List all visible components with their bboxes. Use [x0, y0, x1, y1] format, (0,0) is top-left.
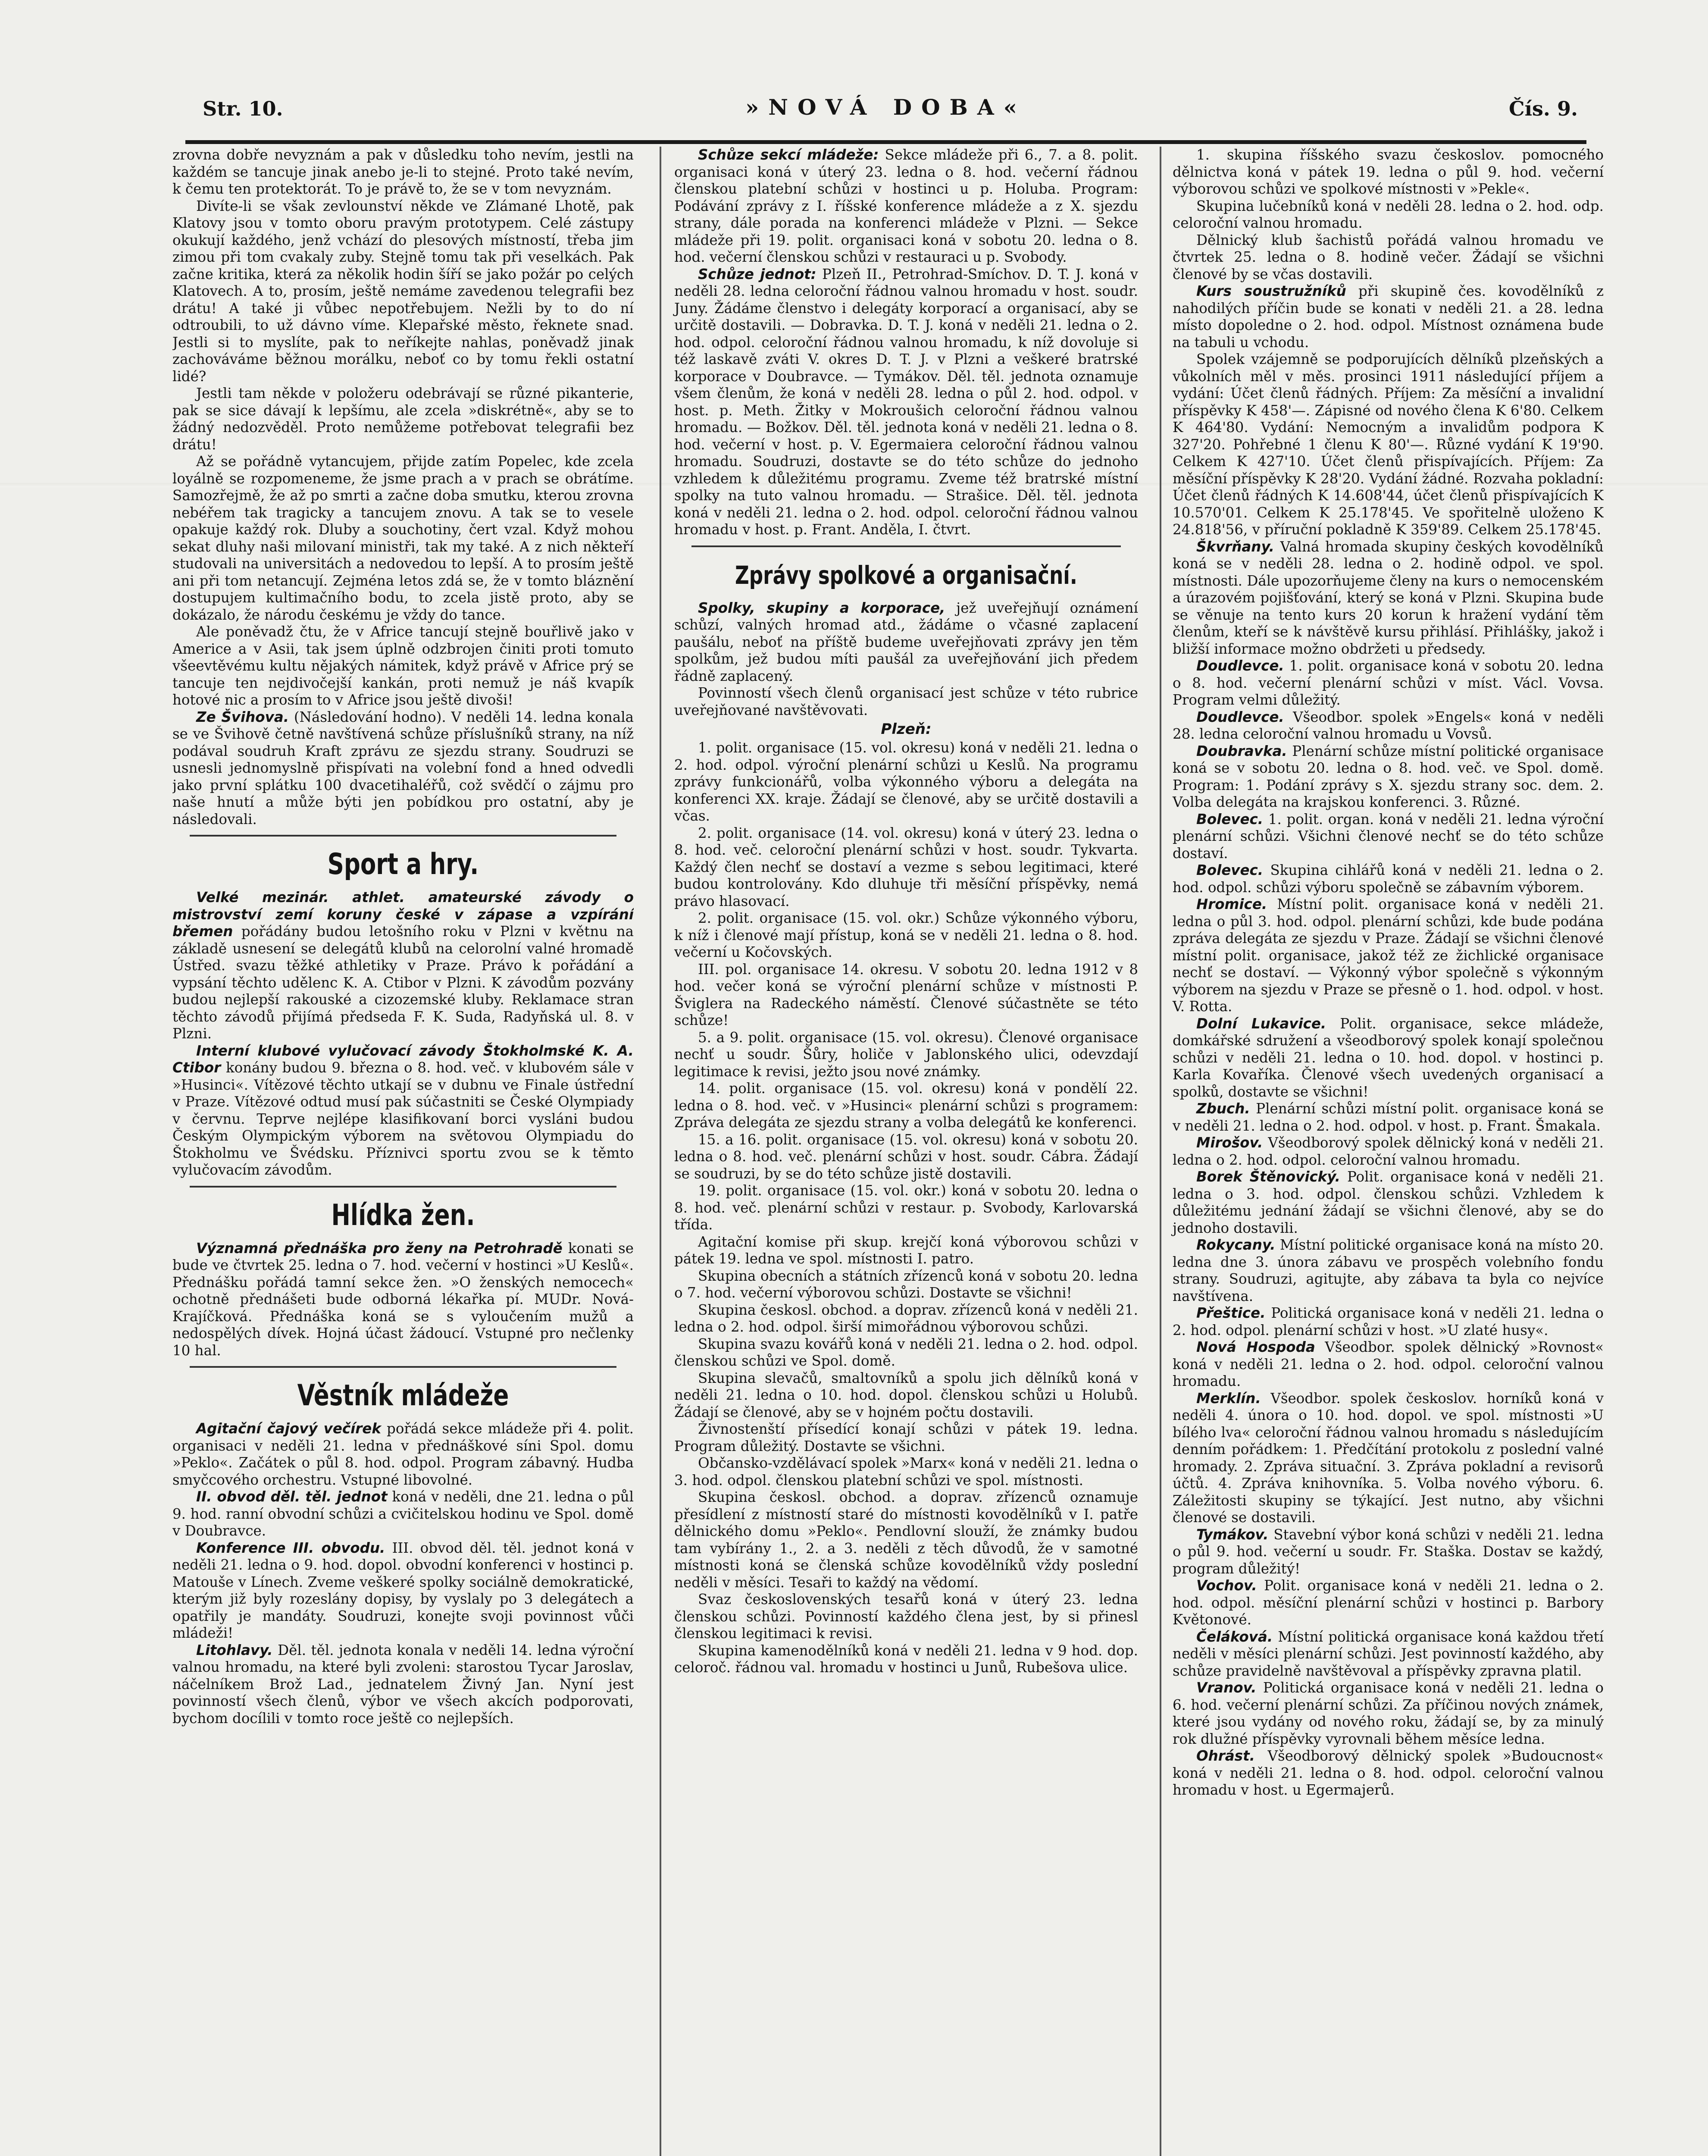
section-divider [691, 545, 1121, 547]
list-item: III. pol. organisace 14. okresu. V sobotu 20. ledna 1912 v 8 hod. večer koná se výroční plenární schůze v místnosti P. Šviglera na Radeckého náměstí. Členové súčastněte se této schůze! [674, 961, 1138, 1028]
section-heading-sport: Sport a hry. [327, 847, 479, 881]
notice-local [1173, 1100, 1604, 1134]
notice-text: pořádá sekce mládeže při 4. polit. organisaci v neděli 21. ledna v přednáškové síni Spol. domu »Peklo«. Začátek o půl 8. hod. odpol. Program zábavný. Hudba smyčcového orchestru. Vstupné libovolné. [172, 1420, 634, 1488]
notice-text: Politická organisace koná v neděli 21. ledna o 2. hod. odpol. plenární schůzi v host. »U zlaté husy«. [1173, 1305, 1604, 1338]
notice-lead: Doudlevce. [1196, 658, 1284, 674]
notice-lead: Vochov. [1196, 1577, 1257, 1594]
notice-text: Plenární schůze místní politické organisace koná se v sobotu 20. ledna o 8. hod. več. ve Spol. domě. Program: 1. Podání zprávy s X. sjezdu strany soc. dem. 2. Volba delegáta na krajskou konferenci. 3. Různé. [1173, 743, 1604, 810]
article-paragraph: Jestli tam někde v položeru odebrávají se různé pikanterie, pak se sice dávají k lepšímu, ale zcela »diskrétně«, aby se to žádný nedozvěděl. Proto nemůžeme potřebovat telegrafii bez drátu! [172, 385, 634, 453]
notice-text: Všeodborový spolek dělnický koná v neděli 21. ledna o 2. hod. odpol. celoroční valnou hromadu. [1173, 1134, 1604, 1168]
notice-lead: II. obvod děl. těl. jednot [196, 1489, 388, 1505]
section-heading-spolkove: Zprávy spolkové a organisační. [735, 560, 1077, 590]
notice-schuze-sekci [674, 147, 1138, 266]
notice-text: Plzeň II., Petrohrad-Smíchov. D. T. J. koná v neděli 28. ledna celoroční řádnou valnou hromadu v host. soudr. Juny. Žádáme členstvo i delegáty korporací a organisací, aby se určitě dostavili. — Dobravka. D. T. J. koná v neděli 21. ledna o 2. hod. odpol. celoroční řádnou valnou hromadu, k níž dovoluje si též laskavě zváti V. okres D. T. J. v Plzni a veškeré bratrské korporace v Doubravce. — Tymákov. Děl. těl. jednota oznamuje všem členům, že koná v neděli 28. ledna o půl 2. hod. odpol. v host. p. Meth. Žitky v Mokroušich celoroční řádnou valnou hromadu. — Božkov. Děl. těl. jednota koná v neděli 21. ledna o 8. hod. večerní v host. p. V. Egermaiera celoroční řádnou valnou hromadu. Soudruzi, dostavte se do této schůze do jednoho vzhledem k důležitému programu. Zveme též bratrské místní spolky na tuto valnou hromadu. — Strašice. Děl. těl. jednota koná v neděli 21. ledna o 2. hod. odpol. celoroční řádnou valnou hromadu v host. p. Frant. Anděla, I. čtvrt. [674, 266, 1138, 538]
section-divider [190, 1186, 616, 1188]
list-item: Skupina českosl. obchod. a doprav. zřízenců koná v neděli 21. ledna o 2. hod. odpol. širší mimořádnou výborovou schůzi. [674, 1301, 1138, 1335]
notice-text: Polit. organisace koná v neděli 21. ledna o 3. hod. odpol. členskou schůzi. Vzhledem k důležitému jednání žádají se všichni členové, aby se do jednoho dostavili. [1173, 1169, 1604, 1236]
notice-text: Místní politické organisace koná na místo 20. ledna dne 3. února zábavu ve prospěch volebního fondu strany. Soudruzi, agitujte, aby zábava ta byla co nejvíce navštívena. [1173, 1237, 1604, 1304]
notice-text: Plenární schůzi místní polit. organisace koná se v neděli 21. ledna o 2. hod. odpol. v host. p. Frant. Šmakala. [1173, 1100, 1604, 1134]
column-2 [660, 147, 1138, 2156]
notice-zen [172, 1240, 634, 1360]
notice-text: pořádány budou letošního roku v Plzni v květnu na základě usnesení se delegátů klubů na celorolní valné hromadě Ústřed. svazu těžké athletiky v Praze. Právo k pořádání a vypsání těchto udělenc K. A. Ctibor v Plzni. K závodům pozvány budou nejlepší rakouské a cizozemské kluby. Reklamace stran těchto závodů přijímá předseda F. K. Suda, Radyňská ul. 8. v Plzni. [172, 923, 634, 1042]
notice-local [1173, 743, 1604, 811]
notice-lead: Litohlavy. [196, 1642, 273, 1658]
notice-lead: Borek Štěnovický. [1196, 1169, 1340, 1185]
list-item: Skupina kamenodělníků koná v neděli 21. ledna v 9 hod. dop. celoroč. řádnou val. hromadu v hostinci u Junů, Rubešova ulice. [674, 1642, 1138, 1676]
notice-lead: Doubravka. [1196, 743, 1287, 759]
notice-local [1173, 1680, 1604, 1748]
notice-text: Skupina cihlářů koná v neděli 21. ledna o 2. hod. odpol. schůzi výboru společně se zábavním výborem. [1173, 862, 1604, 896]
notice-sport-2 [172, 1043, 634, 1179]
notice-lead: Přeštice. [1196, 1305, 1266, 1321]
list-item: Svaz československých tesařů koná v úterý 23. ledna členskou schůzi. Povinností každého člena jest, by si přinesl členskou legitimaci k revisi. [674, 1591, 1138, 1642]
notice-lead: Velké mezinár. athlet. amateurské závody o mistrovství zemí koruny české v zápase a vzpírání břemen [172, 889, 634, 940]
notice-lead: Významná přednáška pro ženy na Petrohradě [196, 1240, 563, 1257]
list-item: 19. polit. organisace (15. vol. okr.) koná v sobotu 20. ledna o 8. hod. več. plenární schůzi v restaur. p. Svobody, Karlovarská třída. [674, 1182, 1138, 1233]
section-divider [190, 1366, 616, 1368]
notice-mladez-1 [172, 1420, 634, 1489]
list-item: 14. polit. organisace (15. vol. okresu) koná v pondělí 22. ledna o 8. hod. več. v »Husinci« plenární schůzi s programem: Zpráva delegáta ze sjezdu strany a volba delegátů ke konferenci. [674, 1080, 1138, 1131]
article-paragraph: Divíte-li se však zevlounství někde ve Zlámané Lhotě, pak Klatovy jsou v tomto oboru pravým prototypem. Celé zástupy okukují každého, jenž vchází do plesových místností, třeba jim zimou při tom cvakaly zuby. Stejně tomu tak při veselkách. Pak začne kritika, která za několik hodin šíří se jako požár po celých Klatovech. A to, prosím, ještě nemáme zavedenou telegrafii bez drátu! A také ji vůbec nepotřebujem. Nežli by to do ní odtroubili, to už dávno víme. Klepařské město, řeknete snad. Jestli si to myslíte, pak to neříkejte nahlas, poněvadž jinak zachováváme běžnou morálku, neboť co by tomu řekli ostatní lidé? [172, 197, 634, 385]
notice-text: koná v neděli, dne 21. ledna o půl 9. hod. ranní obvodní schůzi a cvičitelskou hodinu ve Spol. domě v Doubravce. [172, 1489, 634, 1539]
notice-local [1173, 658, 1604, 709]
notice-lead: Spolky, skupiny a korporace, [698, 599, 945, 616]
notice-lead: Interní klubové vylučovací závody Štokholmské K. A. Ctibor [172, 1042, 634, 1076]
article-paragraph: Ale poněvadž čtu, že v Africe tancují stejně bouřlivě jako v Americe a v Asii, tak jsem úplně odzbrojen činiti proti tomuto všeevtěvému kultu nějakých námitek, když právě v Africe prý se tancuje ten nejdivočejší kankán, proti nemuž je náš kvapík hotové nic a prosím to v Africe jsou ještě divoši! [172, 624, 634, 708]
article-paragraph: zrovna dobře nevyznám a pak v důsledku toho nevím, jestli na každém se tancuje jinak anebo je-li to stejné. Proto také nevím, k čemu ten protektorát. To je právě to, že se v tom nevyznám. [172, 147, 634, 197]
notice-local [1173, 1134, 1604, 1169]
notice-schuze-jednot [674, 266, 1138, 539]
article-paragraph: Až se pořádně vytancujem, přijde zatím Popelec, kde zcela loyálně se rozpomeneme, že jsme prach a v prach se obrátíme. Samozřejmě, že až po smrti a začne doba smutku, kterou zrovna nebéřem tak tragicky a tancujem znovu. A tak se to vesele opakuje každý rok. Dluby a souchotiny, čert vzal. Když mohou sekat dluhy naši milovaní ministři, tak my také. A z nich někteří studovali na universitách a nedovedou to lepší. A to prosím ještě ani při tom netancují. Zejména letos zdá se, že v tomto bláznění dostupujem kultimačního bodu, to zcela jistě proto, aby se dokázalo, že národu českému je vždy do tance. [172, 453, 634, 623]
notice-text: Všeodborový dělnický spolek »Budoucnost« koná v neděli 21. ledna o 8. hod. odpol. celoroční valnou hromadu v host. u Egermajerů. [1173, 1748, 1604, 1798]
notice-lead: Merklín. [1196, 1390, 1261, 1407]
notice-lead: Agitační čajový večírek [196, 1420, 381, 1437]
list-item: Skupina slevačů, smaltovníků a spolu jich dělníků koná v neděli 21. ledna o 10. hod. dopol. členskou schůzi u Holubů. Žádají se členové, aby se v hojném počtu dostavili. [674, 1369, 1138, 1420]
notice-local [1173, 709, 1604, 743]
page-number: Str. 10. [203, 97, 283, 120]
notice-local [1173, 1577, 1604, 1629]
notice-local [1173, 1748, 1604, 1799]
section-heading-zen: Hlídka žen. [331, 1198, 475, 1232]
notice-local [1173, 1169, 1604, 1237]
notice-text: III. obvod děl. těl. jednot koná v neděli 21. ledna o 9. hod. dopol. obvodní konferenci v hostinci p. Matouše v Línech. Zveme veškeré spolky sociálně demokratické, kterým již byly rozeslány dopisy, by vyslaly po 3 delegátech a opatřily je mandáty. Soudruzi, konejte svoji povinnost vůči mládeži! [172, 1539, 634, 1641]
notice-lead: Vranov. [1196, 1680, 1257, 1696]
notice-text: Děl. těl. jednota konala v neděli 14. ledna výroční valnou hromadu, na které byli zvoleni: starostou Tycar Jaroslav, náčelníkem Brož Lad., jednatelem Živný Jan. Nyní jest povinností všech členů, výbor ve všech akcích podporovati, bychom docílili v tomto roce ještě co nejlepších. [172, 1642, 634, 1727]
notice-lead: Bolevec. [1196, 862, 1264, 878]
notice-lead: Nová Hospoda [1196, 1339, 1315, 1355]
notice-text: konány budou 9. března o 8. hod. več. v klubovém sále v »Husinci«. Vítězové těchto utkají se v dubnu ve Finale ústřední v Praze. Vítězové odtud musí pak súčastniti se České Olympiady v červnu. Teprve nejlépe klasifikovaní borci vysláni budou Českým Olympickým výborem na světovou Olympiadu do Štokholmu ve Švédsku. Příznivci sportu zvou se k těmto vylučovacím závodům. [172, 1059, 634, 1178]
notice-text: Sekce mládeže při 6., 7. a 8. polit. organisaci koná v úterý 23. ledna o 8. hod. večerní řádnou členskou platební schůzi v hostinci u p. Holuba. Program: Podávání zprávy z I. říšské konference mládeže a z X. sjezdu strany, dále porada na konferenci mládeže v Plzni. — Sekce mládeže při 19. polit. organisaci koná v sobotu 20. ledna o 8. hod. večerní členskou schůzi v restauraci u p. Svobody. [674, 147, 1138, 265]
notice-local [1173, 896, 1604, 1015]
notice-text: Všeodbor. spolek »Engels« koná v neděli 28. ledna celoroční valnou hromadu u Vovsů. [1173, 708, 1604, 742]
notice-mladez-3 [172, 1540, 634, 1642]
notice-lead: Schůze jednot: [698, 266, 816, 282]
notice-povinnost: Povinností všech členů organisací jest schůze v této rubrice uveřejňované navštěvovati. [674, 685, 1138, 718]
list-item: 2. polit. organisace (15. vol. okr.) Schůze výkonného výboru, k níž i členové mají přístup, koná se v neděli 21. ledna o 8. hod. večerní u Kočovských. [674, 910, 1138, 960]
list-item: Skupina lučebníků koná v neděli 28. ledna o 2. hod. odp. celoroční valnou hromadu. [1173, 197, 1604, 231]
notice-lead: Konference III. obvodu. [196, 1539, 385, 1556]
notice-local [1173, 1237, 1604, 1305]
notice-mladez-2 [172, 1489, 634, 1540]
notice-pausal [674, 600, 1138, 685]
notice-sport-1 [172, 889, 634, 1043]
list-item: 2. polit. organisace (14. vol. okresu) koná v úterý 23. ledna o 8. hod. več. celoroční plenární schůzi v host. soudr. Tykvarta. Každý člen nechť se dostaví a vezme s sebou legitimaci, které budou kontrolovány. Kdo dluhuje tři měsíční příspěvky, nemá právo hlasovací. [674, 824, 1138, 909]
notice-text: Místní polit. organisace koná v neděli 21. ledna o půl 3. hod. odpol. plenární schůzi, kde bude podána zpráva delegáta ze sjezdu v Praze. Žádají se všichni členové místní polit. organisace, jakož též ze žichlické organisace nechť se dostaví. — Výkonný výbor společně s výkonným výborem na sjezdu v Praze se přesně o 1. hod. odpol. v host. V. Rotta. [1173, 896, 1604, 1015]
notice-lead: Bolevec. [1196, 811, 1264, 827]
list-item: Skupina obecních a státních zřízenců koná v sobotu 20. ledna o 7. hod. večerní výborovou schůzi. Dostavte se všichni! [674, 1267, 1138, 1301]
notice-lead: Ohrást. [1196, 1748, 1255, 1764]
notice-local [1173, 539, 1604, 658]
notice-lead: Ze Švihova. [196, 708, 289, 725]
notice-text: jež uveřejňují oznámení schůzí, valných hromad atd., žádáme o včasné zaplacení paušálu, neboť na příště budeme uveřejňovati zprávy jen těm spolkům, jež budou míti paušál za uveřejňování jich předem řádně zaplacený. [674, 599, 1138, 684]
notice-text: 1. polit. organisace koná v sobotu 20. ledna o 8. hod. večerní plenární schůzi v míst. Václ. Vovsa. Program velmi důležitý. [1173, 658, 1604, 708]
notice-lead: Škvrňany. [1196, 538, 1274, 555]
list-item: Živnostenští přísedící konají schůzi v pátek 19. ledna. Program důležitý. Dostavte se všichni. [674, 1421, 1138, 1454]
issue-number: Čís. 9. [1508, 97, 1578, 120]
newspaper-title: »NOVÁ DOBA« [745, 94, 1026, 120]
notice-lead: Schůze sekcí mládeže: [698, 147, 879, 163]
notice-lead: Čeláková. [1196, 1628, 1273, 1645]
notice-text: Všeodbor. spolek dělnický »Rovnost« koná v neděli 21. ledna o 2. hod. odpol. celoroční valnou hromadu. [1173, 1339, 1604, 1389]
notice-kurs [1173, 283, 1604, 351]
notice-lead: Hromice. [1196, 896, 1267, 912]
list-item: 5. a 9. polit. organisace (15. vol. okresu). Členové organisace nechť u soudr. Šůry, holiče v Jablonského ulici, odevzdají legitimace k revisi, ježto jsou nové známky. [674, 1029, 1138, 1080]
list-item: 1. polit. organisace (15. vol. okresu) koná v neděli 21. ledna o 2. hod. odpol. výroční plenární schůzi u Keslů. Na programu zprávy funkcionářů, volba výkonného výboru a delegáta na konferenci XX. kraje. Žádají se členové, aby se určitě dostavili a včas. [674, 740, 1138, 824]
notice-local [1173, 1526, 1604, 1578]
notice-text: při skupině čes. kovodělníků z nahodilých příčin bude se konati v neděli 21. a 28. ledna místo dopoledne o 2. hod. odpol. Místnost oznámena bude na tabuli u vchodu. [1173, 283, 1604, 351]
notice-svihov [172, 709, 634, 828]
notice-text: Polit. organisace, sekce mládeže, domkářské sdružení a všeodborový spolek konají společnou schůzi v neděli 21. ledna o 10. hod. dopol. v hostinci p. Karla Kovaříka. Členové všech uvedených organisací a spolků, dostavte se všichni! [1173, 1015, 1604, 1100]
list-item: Dělnický klub šachistů pořádá valnou hromadu ve čtvrtek 25. ledna o 8. hodině večer. Žádají se všichni členové by se včas dostavili. [1173, 232, 1604, 282]
notice-local [1173, 1015, 1604, 1101]
notice-text: 1. polit. organ. koná v neděli 21. ledna výroční plenární schůzi. Všichni členové nechť se do této schůze dostaví. [1173, 811, 1604, 862]
notice-local [1173, 1305, 1604, 1339]
list-item: 15. a 16. polit. organisace (15. vol. okresu) koná v sobotu 20. ledna o 8. hod. več. plenární schůzi v host. soudr. Cábra. Žádají se soudruzi, by se do této schůze jistě dostavili. [674, 1131, 1138, 1182]
list-item: Spolek vzájemně se podporujících dělníků plzeňských a vůkolních měl v měs. prosinci 1911 následující příjem a vydání: Účet členů řádných. Příjem: Za měsíční a invalidní příspěvky K 458'—. Zápisné od nového člena K 6'80. Celkem K 464'80. Vydání: Nemocným a invalidům podpora K 327'20. Pohřebné 1 členu K 80'—. Různé vydání K 19'90. Celkem K 427'10. Účet členů přispívajících. Příjem: Za měsíční příspěvky K 28'20. Vydání žádné. Rozvaha pokladní: Účet členů řádných K 14.608'44, účet členů přispívajících K 10.570'01. Celkem K 25.178'45. Ve spořitelně uloženo K 24.818'56, v příruční pokladně K 359'89. Celkem 25.178'45. [1173, 351, 1604, 538]
notice-text: Všeodbor. spolek českoslov. horníků koná v neděli 4. února o 10. hod. dopol. ve spol. místnosti »U bílého lva« celoroční řádnou valnou hromadu s následujícím denním pořádkem: 1. Předčítání protokolu z poslední valné hromady. 2. Zpráva situační. 3. Zpráva pokladní a revisorů účtů. 4. Zpráva knihovníka. 5. Volba nového výboru. 6. Záležitosti skupiny se týkající. Jest nutno, aby všichni členové se dostavili. [1173, 1390, 1604, 1526]
page-header [185, 88, 1586, 144]
notice-text: Politická organisace koná v neděli 21. ledna o 6. hod. večerní plenární schůzi. Za příčinou nových známek, které jsou vydány od nového roku, žádají se, by za minulý rok dlužné příspěvky vyrovnali během měsíce ledna. [1173, 1680, 1604, 1747]
notice-lead: Zbuch. [1196, 1100, 1250, 1117]
notice-lead: Doudlevce. [1196, 708, 1284, 725]
notice-lead: Kurs soustružníků [1196, 283, 1346, 299]
notice-lead: Mirošov. [1196, 1134, 1263, 1151]
notice-text: Místní politická organisace koná každou třetí neděli v měsíci plenární schůzi. Jest povinností každého, aby schůze pravidelně navštěvoval a příspěvky zpravna platil. [1173, 1628, 1604, 1679]
notice-text: (Následování hodno). V neděli 14. ledna konala se ve Švihově četně navštívená schůze příslušníků strany, na níž podával soudruh Kraft zprávu ze sjezdu strany. Soudruzi se usnesli jednomyslně přispívati na volební fond a hned odvedli jako první splátku 100 dvacetihaléřů, což svědčí o zájmu pro naše hnutí a může býti jen pobídkou pro ostatní, aby je následovali. [172, 708, 634, 827]
notice-lead: Dolní Lukavice. [1196, 1015, 1326, 1032]
column-3 [1160, 147, 1604, 2156]
notice-text: Valná hromada skupiny českých kovodělníků koná se v neděli 28. ledna o 2. hodině odpol. ve spol. místnosti. Dále upozorňujeme členy na kurs o nemocenském a úrazovém pojišťování, který se koná v Plzni. Skupina bude se věnuje na tento kurs 20 korun k hražení vydání těm členům, kteří se k návštěvě kursu přihlásí. Přihlášky, jakož i bližší informace možno obdržeti u předsedy. [1173, 538, 1604, 657]
list-item: 1. skupina říšského svazu českoslov. pomocného dělnictva koná v pátek 19. ledna o půl 9. hod. večerní výborovou schůzi ve spolkové místnosti v »Pekle«. [1173, 147, 1604, 197]
list-item: Agitační komise při skup. krejčí koná výborovou schůzi v pátek 19. ledna ve spol. místnosti I. patro. [674, 1233, 1138, 1267]
notice-local [1173, 1339, 1604, 1390]
column-1 [172, 147, 634, 2156]
list-item: Občansko-vzdělávací spolek »Marx« koná v neděli 21. ledna o 3. hod. odpol. členskou platební schůzi ve spol. místnosti. [674, 1455, 1138, 1489]
notice-text: Stavební výbor koná schůzi v neděli 21. ledna o půl 9. hod. večerní u soudr. Fr. Staška. Dostav se každý, program důležitý! [1173, 1526, 1604, 1577]
list-item: Skupina svazu kovářů koná v neděli 21. ledna o 2. hod. odpol. členskou schůzi ve Spol. domě. [674, 1335, 1138, 1369]
notice-text: Polit. organisace koná v neděli 21. ledna o 2. hod. odpol. měsíční plenární schůzi v hostinci p. Barbory Květonové. [1173, 1577, 1604, 1628]
notice-text: konati se bude ve čtvrtek 25. ledna o 7. hod. večerní v hostinci »U Keslů«. Přednášku pořádá tamní sekce žen. »O ženských nemocech« ochotně přednášeti bude odborná lékařka pí. MUDr. Nová-Krajíčková. Přednáška koná se s vyloučením mužů a nedospělých dívek. Hojná účast žádoucí. Vstupné pro nečlenky 10 hal. [172, 1240, 634, 1359]
section-heading-mladez: Věstník mládeže [297, 1379, 509, 1413]
notice-lead: Rokycany. [1196, 1237, 1276, 1253]
notice-local [1173, 1390, 1604, 1526]
notice-lead: Tymákov. [1196, 1526, 1269, 1543]
notice-local [1173, 862, 1604, 896]
notice-mladez-4 [172, 1642, 634, 1727]
notice-local [1173, 811, 1604, 862]
notice-local [1173, 1629, 1604, 1680]
list-item: Skupina českosl. obchod. a doprav. zřízenců oznamuje přesídlení z místností staré do místnosti kovodělníků v I. patře dělnického domu »Peklo«. Pendlovní slouží, že známky budou tam vybírány 1., 2. a 3. neděli z těch důvodů, že v samotné místnosti koná se členská schůze kovodělníků vždy poslední neděli v měsíci. Tesaři to každý na vědomí. [674, 1489, 1138, 1591]
section-divider [190, 835, 616, 837]
location-heading-plzen: Plzeň: [881, 721, 932, 738]
